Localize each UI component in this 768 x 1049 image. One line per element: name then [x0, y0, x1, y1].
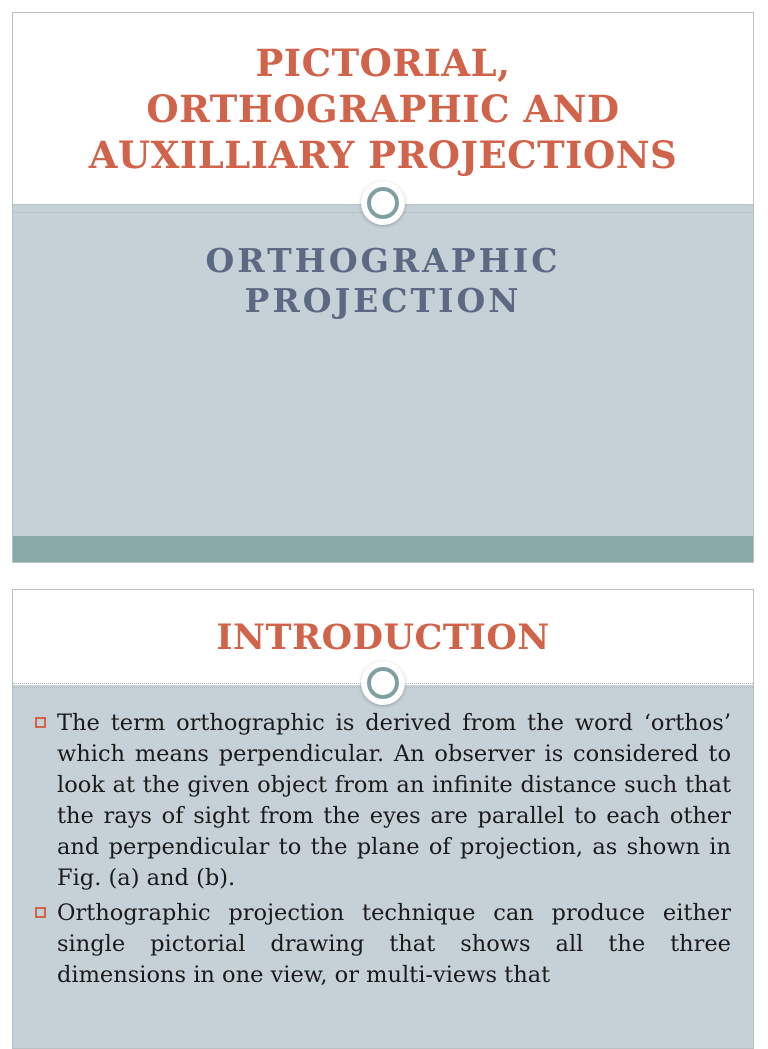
title-line: PICTORIAL, [255, 40, 511, 85]
ring-ornament-icon [361, 181, 405, 225]
title-line: ORTHOGRAPHIC AND [146, 86, 620, 131]
title-line: AUXILLIARY PROJECTIONS [88, 132, 678, 177]
subtitle-line: PROJECTION [244, 281, 522, 320]
title-area [13, 13, 753, 204]
subtitle-line: ORTHOGRAPHIC [205, 241, 561, 280]
slide-title [89, 40, 678, 178]
list-item [35, 898, 731, 991]
square-bullet-icon [35, 907, 46, 918]
ring-ornament-icon [361, 661, 405, 705]
slide-title: INTRODUCTION [216, 616, 550, 658]
square-bullet-icon [35, 717, 46, 728]
slide-2 [12, 589, 754, 1049]
bullet-text: The term orthographic is derived from the word ‘orthos’ which means perpendicular. An observer is considered to look at the given object from an infinite distance such that the rays of sight from the eyes are parallel to each other and perpendicular to the plane of projection, as shown in Fig. (a) and (b). [57, 710, 731, 891]
slide-1 [12, 12, 754, 563]
bullet-list [35, 708, 731, 995]
bullet-text: Orthographic projection technique can produce either single pictorial drawing that shows all the three dimensions in one view, or multi-views that [57, 900, 731, 988]
slide-subtitle [13, 241, 753, 321]
list-item [35, 708, 731, 894]
footer-bar [13, 536, 753, 562]
